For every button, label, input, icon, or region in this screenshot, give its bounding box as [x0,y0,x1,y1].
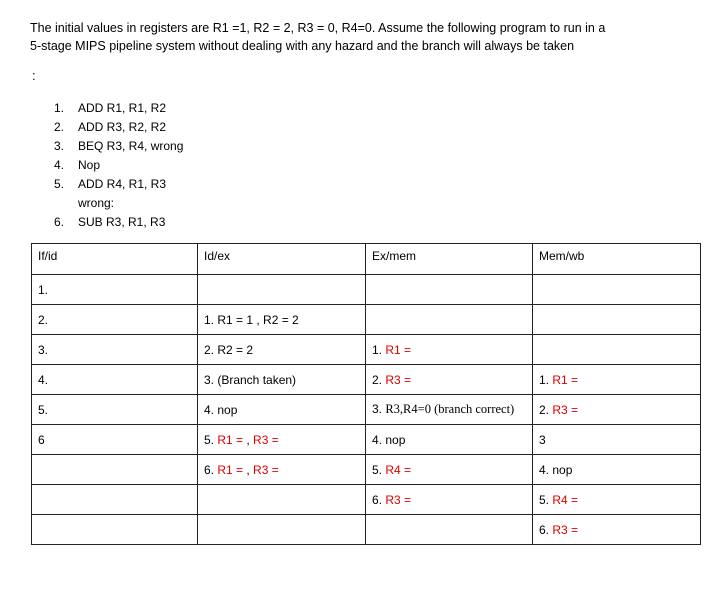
cell-id-ex: 1. R1 = 1 , R2 = 2 [198,305,366,335]
cell-mem-wb [533,305,701,335]
cell-ex-mem [366,335,533,365]
register-highlight: R4 = [552,492,579,507]
stage-prefix: 5. [539,492,553,507]
cell-ex-mem [366,365,533,395]
line-number: 6. [54,215,65,229]
cell-if-id: 4. [32,365,198,395]
table-row [32,395,701,425]
cell-id-ex [198,275,366,305]
line-number: 4. [54,158,65,172]
header-id-ex: Id/ex [198,244,366,275]
instruction-text: ADD R1, R1, R2 [78,101,167,115]
table-row [32,485,701,515]
problem-statement [30,19,700,55]
cell-ex-mem [366,305,533,335]
program-line [54,156,183,175]
stage-prefix: 3. [372,402,386,416]
register-highlight: R3 = [385,372,412,387]
cell-ex-mem: 4. nop [366,425,533,455]
cell-mem-wb [533,485,701,515]
cell-if-id: 2. [32,305,198,335]
separator: , [243,432,254,447]
table-row [32,335,701,365]
instruction-text: Nop [78,158,101,172]
cell-id-ex [198,485,366,515]
cell-if-id [32,485,198,515]
line-number: 3. [54,139,65,153]
instruction-text: BEQ R3, R4, wrong [78,139,184,153]
header-if-id: If/id [32,244,198,275]
statement-line-2: 5-stage MIPS pipeline system without dealing with any hazard and the branch will always be taken [30,39,575,53]
cell-mem-wb [533,365,701,395]
cell-mem-wb [533,335,701,365]
register-highlight: R1 = [552,372,579,387]
pipeline-table [31,243,701,545]
instruction-text: ADD R3, R2, R2 [78,120,167,134]
table-header-row [32,244,701,275]
cell-ex-mem [366,275,533,305]
register-highlight: R3 = [552,522,579,537]
stage-prefix: 6. [372,492,386,507]
stage-prefix: 2. [372,372,386,387]
stage-prefix: 2. [539,402,553,417]
separator: , [243,462,254,477]
stage-prefix: 6. [539,522,553,537]
cell-id-ex: 3. (Branch taken) [198,365,366,395]
program-label [54,194,183,213]
cell-if-id: 1. [32,275,198,305]
stage-prefix: 1. [372,342,386,357]
cell-id-ex [198,425,366,455]
program-line [54,118,183,137]
cell-if-id: 5. [32,395,198,425]
cell-mem-wb: 4. nop [533,455,701,485]
register-highlight: R1 = [385,342,412,357]
register-highlight: R3 = [552,402,579,417]
cell-ex-mem [366,515,533,545]
stage-prefix: 1. [539,372,553,387]
table-row [32,365,701,395]
program-line [54,175,183,194]
cell-id-ex [198,455,366,485]
cell-if-id: 3. [32,335,198,365]
program-line [54,137,183,156]
line-number: 5. [54,177,65,191]
cell-if-id [32,455,198,485]
cell-id-ex: 4. nop [198,395,366,425]
header-ex-mem: Ex/mem [366,244,533,275]
table-row [32,425,701,455]
table-row [32,305,701,335]
cell-id-ex: 2. R2 = 2 [198,335,366,365]
stage-prefix: 6. [204,462,218,477]
program-listing [54,99,183,232]
colon-mark: : [32,68,36,83]
statement-line-1: The initial values in registers are R1 =1, R2 = 2, R3 = 0, R4=0. Assume the following program to run in a [30,21,606,35]
cell-ex-mem [366,395,533,425]
line-number: 1. [54,101,65,115]
instruction-text: ADD R4, R1, R3 [78,177,167,191]
register-highlight: R1 = [217,432,244,447]
table-row [32,455,701,485]
cell-if-id [32,515,198,545]
register-highlight: R1 = [217,462,244,477]
line-number: 2. [54,120,65,134]
cell-if-id: 6 [32,425,198,455]
table-row [32,515,701,545]
cell-mem-wb: 3 [533,425,701,455]
table-row [32,275,701,305]
register-highlight: R3 = [253,432,279,447]
program-line [54,213,183,232]
register-highlight: R3 = [253,462,279,477]
stage-note: R3,R4=0 (branch correct) [385,402,515,416]
cell-ex-mem [366,455,533,485]
cell-mem-wb [533,515,701,545]
label-text: wrong: [78,196,115,210]
stage-prefix: 5. [372,462,386,477]
cell-mem-wb [533,395,701,425]
cell-ex-mem [366,485,533,515]
header-mem-wb: Mem/wb [533,244,701,275]
program-line [54,99,183,118]
stage-prefix: 5. [204,432,218,447]
cell-mem-wb [533,275,701,305]
register-highlight: R4 = [385,462,412,477]
instruction-text: SUB R3, R1, R3 [78,215,166,229]
register-highlight: R3 = [385,492,412,507]
cell-id-ex [198,515,366,545]
